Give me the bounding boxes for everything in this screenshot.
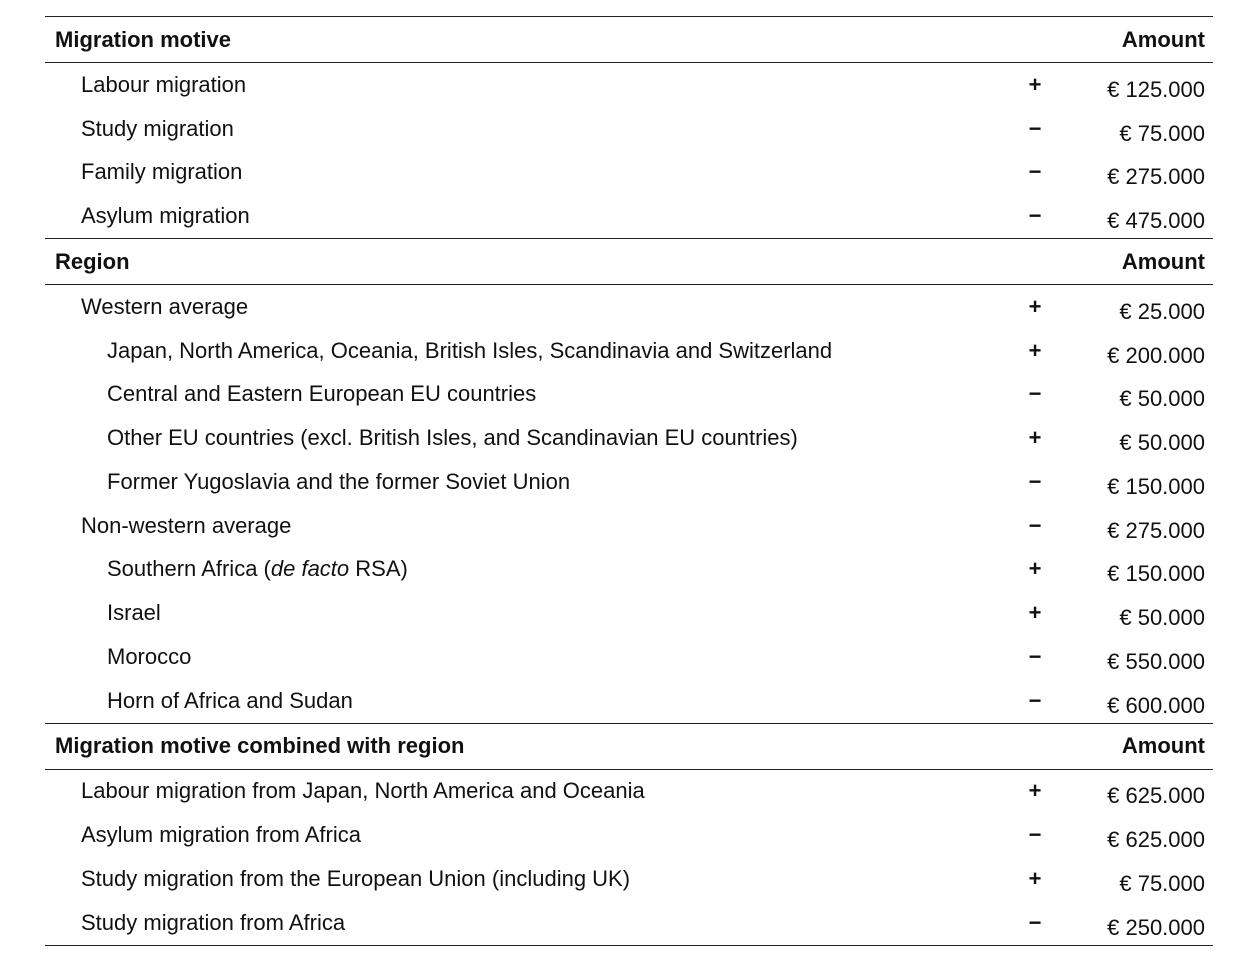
row-amount: € 250.000: [1107, 914, 1205, 940]
row-sign: +: [1028, 865, 1042, 891]
table-row: [45, 194, 1213, 238]
row-amount: € 275.000: [1107, 164, 1205, 190]
row-label: Non-western average: [81, 512, 292, 538]
section-header: [45, 17, 1213, 63]
table-row: [45, 63, 1213, 107]
row-amount: € 600.000: [1107, 692, 1205, 718]
row-amount: € 150.000: [1107, 473, 1205, 499]
row-sign: +: [1028, 778, 1042, 804]
table-row: [45, 504, 1213, 548]
section-header-label: Region: [55, 248, 130, 274]
row-amount: € 125.000: [1107, 76, 1205, 102]
row-amount: € 275.000: [1107, 517, 1205, 543]
section-migration-motive: [45, 17, 1213, 239]
row-amount: € 625.000: [1107, 783, 1205, 809]
section-header-amount: Amount: [1121, 26, 1205, 52]
row-label: Study migration: [81, 115, 234, 141]
section-header-label: Migration motive: [55, 26, 232, 52]
row-amount: € 625.000: [1107, 827, 1205, 853]
row-sign: −: [1028, 687, 1042, 713]
table-row: [45, 460, 1213, 504]
row-amount: € 75.000: [1119, 870, 1205, 896]
table-row: [45, 285, 1213, 329]
row-amount: € 50.000: [1119, 386, 1205, 412]
table-row: [45, 679, 1213, 723]
table-row: [45, 373, 1213, 417]
row-label: Study migration from Africa: [81, 909, 346, 935]
row-label: Former Yugoslavia and the former Soviet Union: [107, 468, 571, 494]
row-label: Horn of Africa and Sudan: [107, 687, 353, 713]
row-sign: −: [1028, 512, 1042, 538]
table-row: [45, 857, 1213, 901]
row-label-prefix: Southern Africa (: [107, 556, 271, 582]
table-row: [45, 416, 1213, 460]
row-label-emphasis: de facto: [270, 556, 350, 582]
row-sign: −: [1028, 909, 1042, 935]
row-label: Israel: [107, 600, 161, 626]
row-sign: +: [1028, 293, 1042, 319]
section-motive-with-region: [45, 724, 1213, 946]
row-sign: −: [1028, 643, 1042, 669]
row-label: Labour migration: [81, 71, 247, 97]
row-sign: +: [1028, 556, 1042, 582]
table-row: [45, 151, 1213, 195]
table-row: [45, 635, 1213, 679]
row-sign: +: [1028, 425, 1042, 451]
table-row: [45, 548, 1213, 592]
row-label: Asylum migration from Africa: [81, 822, 361, 848]
row-label: Asylum migration: [81, 203, 250, 229]
row-amount: € 550.000: [1107, 648, 1205, 674]
row-amount: € 50.000: [1119, 430, 1205, 456]
row-amount: € 75.000: [1119, 120, 1205, 146]
row-label: Study migration from the European Union (including UK): [81, 865, 631, 891]
row-label: Morocco: [107, 643, 192, 669]
row-sign: −: [1028, 159, 1042, 185]
row-label: Central and Eastern European EU countries: [107, 381, 537, 407]
table-row: [45, 329, 1213, 373]
row-label: Western average: [81, 293, 249, 319]
row-sign: −: [1028, 381, 1042, 407]
row-sign: −: [1028, 115, 1042, 141]
row-amount: € 25.000: [1119, 298, 1205, 324]
table-row: [45, 901, 1213, 945]
row-amount: € 475.000: [1107, 208, 1205, 234]
migration-amount-table: [45, 16, 1213, 946]
section-header-label: Migration motive combined with region: [55, 733, 465, 758]
row-label: [45, 556, 1005, 582]
row-label: Other EU countries (excl. British Isles, and Scandinavian EU countries): [107, 425, 798, 451]
table-row: [45, 813, 1213, 857]
row-sign: −: [1028, 468, 1042, 494]
row-sign: −: [1028, 822, 1042, 848]
row-sign: +: [1028, 71, 1042, 97]
table-row: [45, 107, 1213, 151]
row-sign: +: [1028, 600, 1042, 626]
row-sign: −: [1028, 203, 1042, 229]
row-sign: +: [1028, 337, 1042, 363]
row-amount: € 150.000: [1107, 561, 1205, 587]
row-label: Japan, North America, Oceania, British Isles, Scandinavia and Switzerland: [107, 337, 833, 363]
row-amount: € 50.000: [1119, 605, 1205, 631]
section-region: [45, 239, 1213, 724]
row-label: Family migration: [81, 159, 243, 185]
row-label: Labour migration from Japan, North America and Oceania: [81, 778, 645, 804]
section-header-amount: Amount: [1121, 733, 1205, 758]
row-amount: € 200.000: [1107, 342, 1205, 368]
section-header: [45, 724, 1213, 770]
section-header-amount: Amount: [1121, 248, 1205, 274]
section-header: [45, 239, 1213, 285]
table-row: [45, 770, 1213, 814]
table-row: [45, 591, 1213, 635]
row-label-suffix: RSA): [349, 556, 408, 582]
